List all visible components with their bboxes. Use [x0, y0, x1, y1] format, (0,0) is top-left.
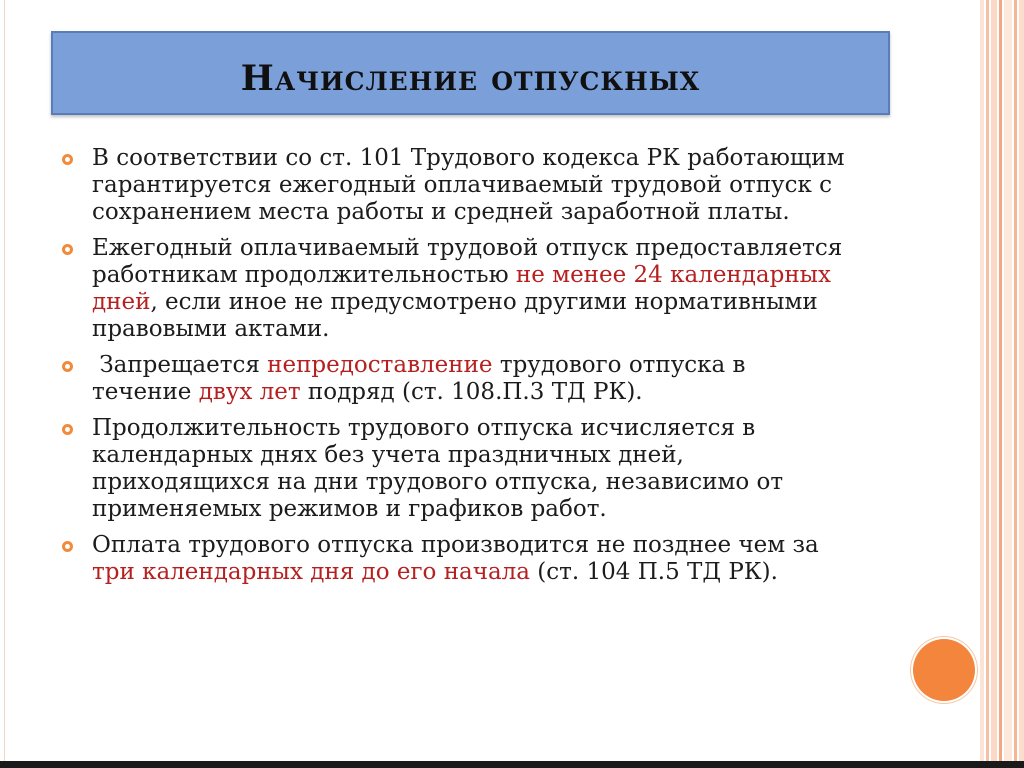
- ring-bullet-icon: [62, 244, 73, 255]
- bullet-text: (ст. 104 П.5 ТД РК).: [529, 559, 778, 585]
- bullet-list: [62, 145, 852, 595]
- stripe: [999, 0, 1002, 762]
- stripe: [980, 0, 984, 762]
- list-item: [62, 415, 852, 523]
- highlight-text: три календарных дня до его начала: [92, 559, 530, 585]
- stripe: [986, 0, 989, 762]
- bullet-text: трудового отпуска в течение: [92, 352, 746, 405]
- list-item: [62, 145, 852, 226]
- title-bar: [51, 31, 890, 115]
- left-rail: [0, 0, 5, 762]
- highlight-text: двух лет: [198, 379, 301, 405]
- bullet-text: Продолжительность трудового отпуска исчисляется в календарных днях без учета праздничных дней, приходящихся на дни трудового отпуска, независимо от применяемых режимов и графиков работ.: [92, 415, 784, 522]
- stripe: [991, 0, 997, 762]
- highlight-text: непредоставление: [267, 352, 493, 378]
- circle-decoration: [913, 639, 975, 701]
- list-item: [62, 532, 852, 586]
- ring-bullet-icon: [62, 361, 73, 372]
- list-item: [62, 352, 852, 406]
- bullet-text: В соответствии со ст. 101 Трудового кодекса РК работающим гарантируется ежегодный оплачиваемый трудовой отпуск с сохранением места работы и средней заработной платы.: [92, 145, 845, 225]
- bullet-text: Оплата трудового отпуска производится не позднее чем за: [92, 532, 819, 558]
- decorative-stripes: [980, 0, 1024, 762]
- ring-bullet-icon: [62, 541, 73, 552]
- ring-bullet-icon: [62, 154, 73, 165]
- bullet-text: подряд (ст. 108.П.3 ТД РК).: [300, 379, 643, 405]
- stripe: [1014, 0, 1017, 762]
- highlight-text: не менее 24 календарных дней: [92, 262, 831, 315]
- bullet-text: Запрещается: [92, 352, 268, 378]
- bullet-text: Ежегодный оплачиваемый трудовой отпуск предоставляется работникам продолжительностью: [92, 235, 843, 288]
- bullet-text: , если иное не предусмотрено другими нормативными правовыми актами.: [92, 289, 818, 342]
- stripe: [1019, 0, 1024, 762]
- stripe: [1004, 0, 1012, 762]
- bottom-border: [0, 761, 1024, 768]
- page-title: Начисление отпускных: [240, 57, 701, 99]
- ring-bullet-icon: [62, 424, 73, 435]
- list-item: [62, 235, 852, 343]
